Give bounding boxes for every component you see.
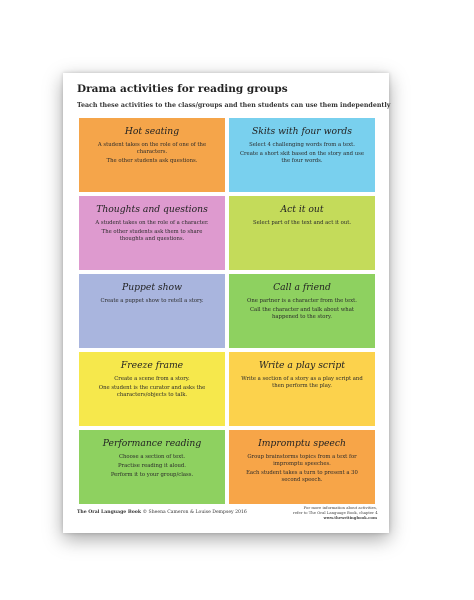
- activity-card-text: Each student takes a turn to present a 30 second speech.: [246, 470, 358, 483]
- activity-card-text: Call the character and talk about what happened to the story.: [249, 307, 355, 320]
- activity-card: [229, 118, 375, 192]
- activity-card-text: Select part of the text and act it out.: [252, 220, 352, 226]
- footer-info: [293, 505, 377, 520]
- footer-url: www.thewritingbook.com: [323, 515, 377, 520]
- activity-card-text: The other students ask questions.: [106, 158, 198, 164]
- activity-card-text: A student takes on the role of a character.: [95, 220, 209, 226]
- page-title: Drama activities for reading groups: [77, 83, 288, 95]
- activity-card-title: Act it out: [280, 204, 324, 215]
- activity-card: [79, 274, 225, 348]
- activity-card: [229, 196, 375, 270]
- activity-card: [79, 196, 225, 270]
- activity-card: [79, 352, 225, 426]
- activity-card-text: Select 4 challenging words from a text.: [249, 142, 355, 148]
- activity-card: [79, 118, 225, 192]
- activity-card-title: Thoughts and questions: [96, 204, 208, 215]
- activity-card-text: One student is the curator and asks the characters/objects to talk.: [98, 385, 206, 398]
- activity-card-title: Freeze frame: [120, 360, 184, 371]
- activity-card-title: Write a play script: [259, 360, 345, 371]
- activity-card-text: Practise reading it aloud.: [117, 463, 186, 469]
- activity-card-text: Create a puppet show to retell a story.: [100, 298, 204, 304]
- footer-copyright: © Sheena Cameron & Louise Dempsey 2016: [141, 510, 247, 515]
- activity-card-text: Perform it to your group/class.: [110, 472, 194, 478]
- activity-card-text: Group brainstorms topics from a text for impromptu speeches.: [247, 454, 357, 467]
- activity-card: [79, 430, 225, 504]
- activity-card-text: Write a section of a story as a play script and then perform the play.: [241, 376, 363, 389]
- activity-card-title: Performance reading: [102, 438, 202, 449]
- activity-card: [229, 352, 375, 426]
- activity-card: [229, 430, 375, 504]
- activity-card-text: One partner is a character from the text.: [247, 298, 357, 304]
- page-subtitle: Teach these activities to the class/groups and then students can use them independently: [77, 102, 391, 109]
- activity-card: [229, 274, 375, 348]
- activity-card-title: Call a friend: [273, 282, 331, 293]
- activity-card-text: Choose a section of text.: [118, 454, 186, 460]
- activity-card-title: Hot seating: [124, 126, 180, 137]
- activity-card-title: Puppet show: [122, 282, 182, 293]
- footer-info-line: refer to The Oral Language Book, chapter 4: [293, 510, 378, 515]
- footer-book-title: The Oral Language Book: [77, 510, 142, 515]
- activity-card-text: Create a short skit based on the story and use the four words.: [239, 151, 365, 164]
- activity-card-title: Impromptu speech: [258, 438, 346, 449]
- footer-info-line: For more information about activities,: [303, 505, 377, 510]
- poster-sheet: [63, 73, 389, 533]
- activity-card-text: The other students ask them to share thoughts and questions.: [101, 229, 203, 242]
- activity-card-text: A student takes on the role of one of the characters.: [97, 142, 207, 155]
- activity-card-text: Create a scene from a story.: [114, 376, 190, 382]
- footer-credit: [77, 510, 247, 515]
- activity-card-title: Skits with four words: [251, 126, 352, 137]
- activity-grid: [79, 118, 375, 504]
